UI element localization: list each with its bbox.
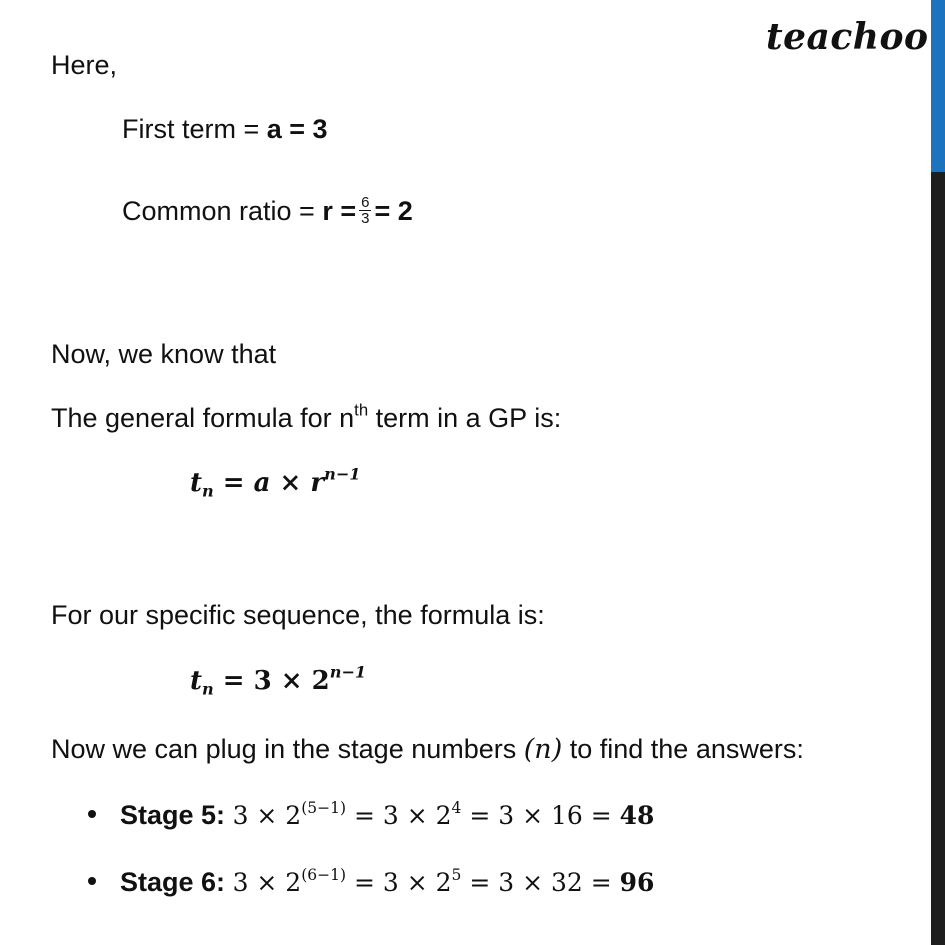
now-know-text: Now, we know that: [51, 339, 277, 369]
fraction-denominator: 3: [361, 210, 370, 228]
stage-5-item: [88, 800, 654, 831]
here-text: Here,: [51, 50, 118, 80]
general-formula-after: term in a GP is:: [368, 403, 562, 433]
common-ratio-line: [122, 193, 413, 229]
stage-5-result: 48: [619, 801, 655, 830]
bullet-icon: [88, 810, 96, 818]
stage-6-label: Stage 6:: [120, 867, 226, 897]
plug-in-text: [51, 734, 804, 765]
plug-in-variable: (n): [523, 734, 563, 765]
bullet-icon: [88, 877, 96, 885]
ratio-fraction: [359, 195, 371, 228]
first-term-value: a = 3: [266, 114, 328, 144]
scrollbar-thumb[interactable]: [931, 0, 945, 172]
formula2-rest: = 3 × 2: [213, 666, 330, 696]
common-ratio-label: Common ratio =: [122, 196, 323, 226]
teachoo-logo: teachoo: [766, 16, 929, 58]
formula1-exp: n−1: [324, 464, 361, 484]
formula2-exp: n−1: [329, 662, 367, 682]
plug-in-before: Now we can plug in the stage numbers: [51, 734, 524, 764]
general-formula-text: [51, 400, 562, 434]
formula2-sub: n: [202, 679, 214, 699]
fraction-numerator: 6: [361, 193, 370, 211]
first-term-label: First term =: [122, 114, 267, 144]
stage-6-equation: $3 \times 2^{(6-1)} = 3 \times 2^5 = 3 \times 32 = 96$: [232, 866, 655, 897]
formula1-rest: = a × r: [213, 468, 325, 498]
first-term-line: [122, 114, 328, 145]
formula2-t: t: [190, 666, 203, 696]
general-formula-before: The general formula for n: [51, 403, 355, 433]
general-formula-sup: th: [354, 400, 369, 420]
common-ratio-lhs: r =: [322, 196, 357, 226]
stage-6-item: [88, 867, 654, 898]
general-formula-equation: [190, 464, 361, 501]
plug-in-after: to find the answers:: [562, 734, 804, 764]
specific-sequence-text: For our specific sequence, the formula is:: [51, 600, 545, 630]
stage-5-label: Stage 5:: [120, 800, 226, 830]
stage-5-equation: $3 \times 2^{(5-1)} = 3 \times 2^4 = 3 \times 16 = 48$: [232, 799, 655, 830]
formula1-t: t: [190, 468, 203, 498]
common-ratio-rhs: = 2: [374, 196, 413, 226]
scrollbar[interactable]: [931, 0, 945, 945]
stage-6-result: 96: [619, 868, 655, 897]
specific-formula-equation: [190, 662, 367, 699]
formula1-sub: n: [202, 481, 214, 501]
